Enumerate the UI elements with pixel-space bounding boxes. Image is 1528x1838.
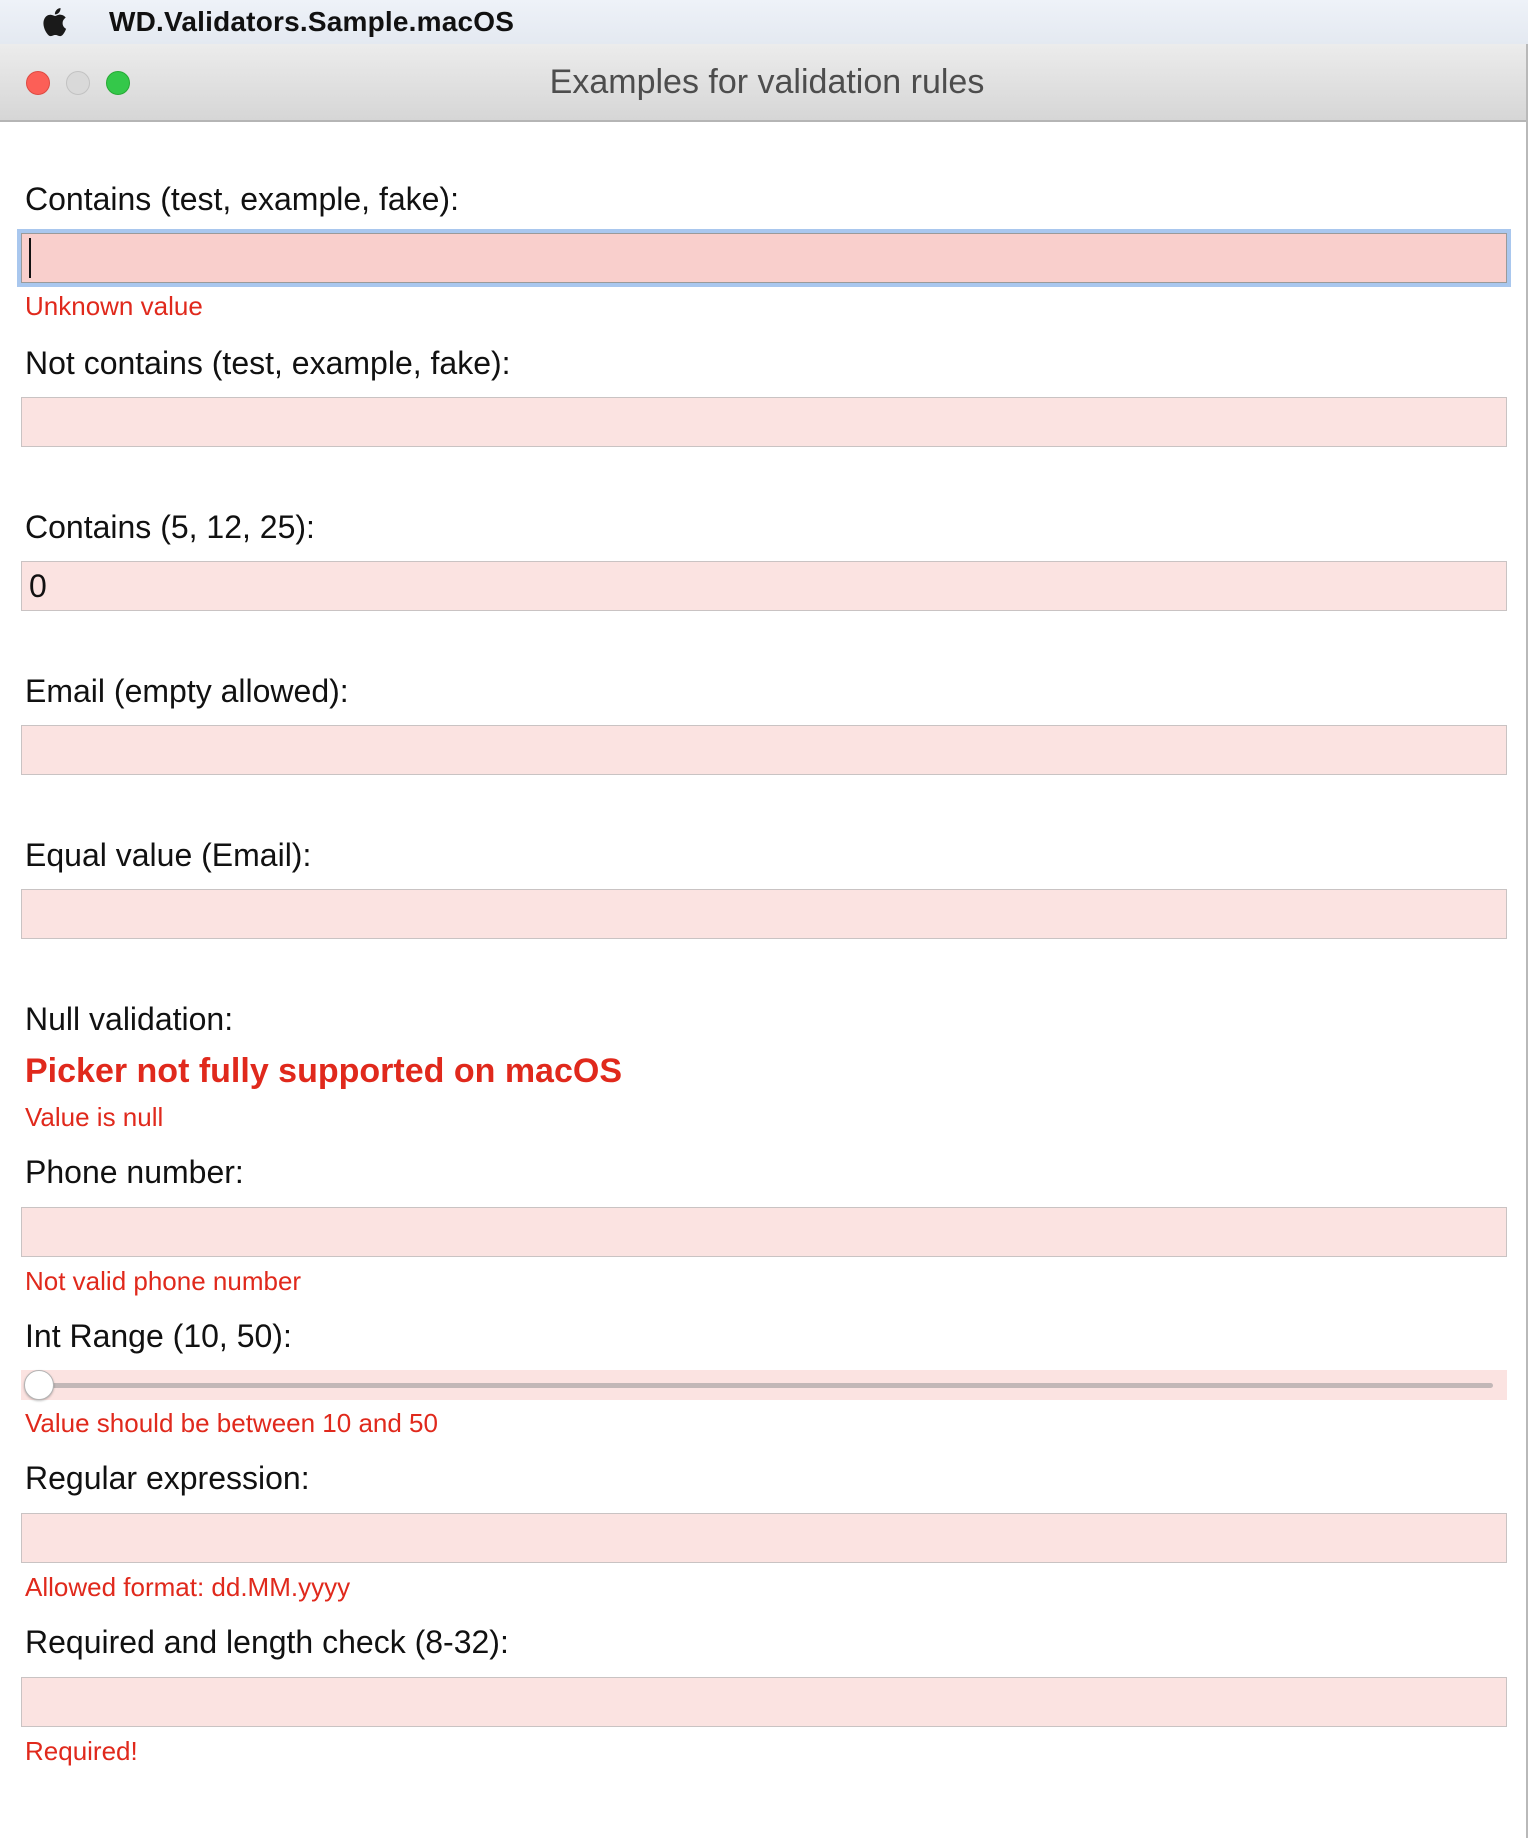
contains-number-input[interactable] [21,561,1507,611]
not-contains-label: Not contains (test, example, fake): [25,345,511,381]
int-range-error: Value should be between 10 and 50 [25,1408,438,1438]
equal-value-label: Equal value (Email): [25,837,312,873]
app-window [0,44,1528,1838]
equal-value-input[interactable] [21,889,1507,939]
regex-error: Allowed format: dd.MM.yyyy [25,1572,351,1602]
required-length-label: Required and length check (8-32): [25,1624,509,1660]
phone-error: Not valid phone number [25,1266,302,1296]
contains-text-label: Contains (test, example, fake): [25,181,459,217]
phone-label: Phone number: [25,1154,244,1190]
contains-text-input[interactable] [21,233,1507,283]
email-input[interactable] [21,725,1507,775]
regex-input[interactable] [21,1513,1507,1563]
regex-label: Regular expression: [25,1460,310,1496]
contains-text-error: Unknown value [25,291,203,321]
int-range-slider[interactable] [21,1370,1507,1400]
picker-warning: Picker not fully supported on macOS [25,1052,622,1090]
null-validation-label: Null validation: [25,1001,234,1037]
menu-bar [0,0,1528,45]
text-caret [29,238,31,278]
required-length-error: Required! [25,1736,138,1766]
window-titlebar[interactable] [0,44,1526,122]
phone-input[interactable] [21,1207,1507,1257]
required-length-input[interactable] [21,1677,1507,1727]
int-range-label: Int Range (10, 50): [25,1318,292,1354]
validation-form [0,122,1526,1838]
window-title: Examples for validation rules [549,63,985,101]
not-contains-input[interactable] [21,397,1507,447]
null-validation-error: Value is null [25,1102,164,1132]
contains-number-label: Contains (5, 12, 25): [25,509,315,545]
slider-track[interactable] [41,1383,1493,1388]
apple-icon[interactable] [40,5,72,39]
slider-thumb[interactable] [24,1370,54,1400]
menu-app-name[interactable]: WD.Validators.Sample.macOS [109,6,515,37]
email-label: Email (empty allowed): [25,673,349,709]
